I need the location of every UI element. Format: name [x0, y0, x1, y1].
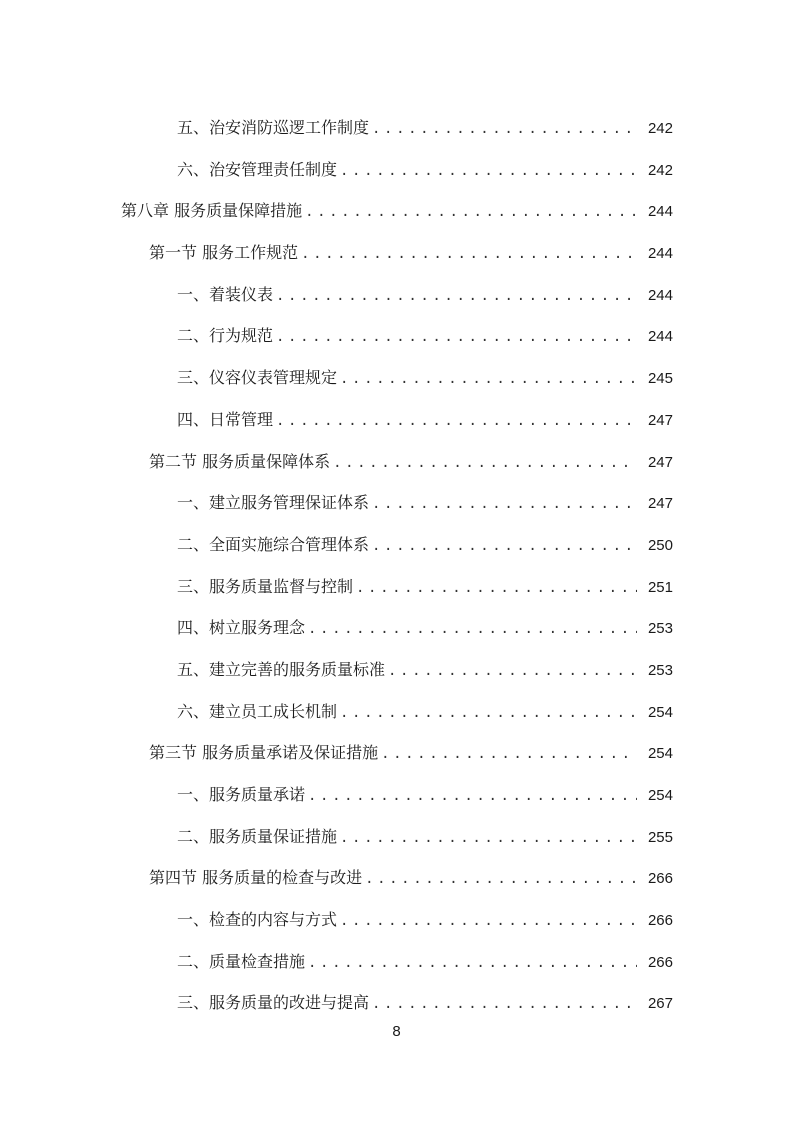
table-of-contents: [0, 107, 793, 1024]
toc-entry[interactable]: [0, 524, 793, 566]
toc-entry-page: 251: [647, 578, 673, 596]
toc-entry-page: 244: [647, 203, 673, 221]
dot-leader: [308, 609, 637, 651]
toc-entry[interactable]: [0, 941, 793, 983]
dot-leader: [381, 734, 637, 776]
toc-entry[interactable]: [0, 899, 793, 941]
toc-entry-page: 254: [647, 787, 673, 804]
toc-entry[interactable]: [0, 691, 793, 733]
toc-entry[interactable]: [0, 107, 793, 149]
dot-leader: [340, 818, 637, 860]
toc-entry[interactable]: [0, 982, 793, 1024]
toc-entry-label: 五、建立完善的服务质量标准: [177, 659, 386, 679]
toc-entry-label: 三、仪容仪表管理规定: [177, 368, 338, 388]
toc-entry-label: 二、质量检查措施: [177, 951, 306, 971]
dot-leader: [276, 317, 637, 359]
toc-entry[interactable]: [0, 774, 793, 816]
dot-leader: [340, 693, 637, 735]
toc-entry-label: 六、建立员工成长机制: [177, 701, 338, 721]
toc-entry[interactable]: [0, 149, 793, 191]
toc-entry-page: 244: [647, 245, 673, 263]
toc-entry[interactable]: [0, 482, 793, 524]
toc-entry-page: 247: [647, 495, 673, 513]
dot-leader: [305, 192, 637, 234]
toc-entry-page: 266: [647, 912, 673, 930]
toc-entry[interactable]: [0, 816, 793, 858]
toc-section-entry[interactable]: [0, 857, 793, 899]
dot-leader: [372, 484, 637, 526]
dot-leader: [276, 276, 637, 318]
toc-entry-page: 267: [647, 995, 673, 1013]
toc-entry-page: 250: [647, 536, 673, 554]
toc-entry-label: 一、服务质量承诺: [177, 785, 306, 804]
toc-entry[interactable]: [0, 399, 793, 441]
dot-leader: [301, 234, 637, 276]
dot-leader: [308, 776, 637, 818]
toc-entry-page: 255: [647, 828, 673, 846]
page-number: 8: [392, 1023, 401, 1040]
toc-entry-page: 254: [647, 703, 673, 721]
toc-entry-label: 三、服务质量的改进与提高: [177, 993, 370, 1013]
toc-entry-label: 三、服务质量监督与控制: [177, 576, 354, 596]
toc-section-entry[interactable]: [0, 232, 793, 274]
dot-leader: [365, 859, 637, 901]
dot-leader: [340, 359, 637, 401]
toc-entry-label: 二、全面实施综合管理体系: [177, 534, 370, 554]
toc-section-entry[interactable]: [0, 732, 793, 774]
toc-entry-page: 266: [647, 870, 673, 888]
toc-entry-page: 242: [647, 120, 673, 137]
toc-entry-label: 一、建立服务管理保证体系: [177, 493, 370, 513]
toc-entry-page: 244: [647, 286, 673, 304]
toc-entry-label: 六、治安管理责任制度: [177, 159, 338, 179]
toc-entry[interactable]: [0, 566, 793, 608]
toc-entry[interactable]: [0, 274, 793, 316]
toc-entry-page: 266: [647, 953, 673, 971]
toc-entry-label: 第八章 服务质量保障措施: [121, 201, 303, 221]
toc-entry-page: 244: [647, 328, 673, 346]
toc-entry-page: 253: [647, 620, 673, 638]
toc-entry-page: 242: [647, 161, 673, 179]
dot-leader: [372, 526, 637, 568]
toc-entry-label: 第二节 服务质量保障体系: [149, 451, 331, 471]
toc-entry-label: 二、服务质量保证措施: [177, 826, 338, 846]
toc-entry-label: 二、行为规范: [177, 326, 274, 346]
toc-entry-page: 247: [647, 411, 673, 429]
dot-leader: [308, 943, 637, 985]
dot-leader: [340, 901, 637, 943]
toc-entry-page: 254: [647, 745, 673, 763]
toc-entry-page: 253: [647, 661, 673, 679]
dot-leader: [276, 401, 637, 443]
toc-entry-label: 四、日常管理: [177, 409, 274, 429]
toc-entry-label: 五、治安消防巡逻工作制度: [177, 118, 370, 137]
toc-entry-label: 第一节 服务工作规范: [149, 243, 299, 263]
toc-entry[interactable]: [0, 357, 793, 399]
toc-entry-label: 第四节 服务质量的检查与改进: [149, 868, 363, 888]
toc-entry-label: 四、树立服务理念: [177, 618, 306, 638]
toc-entry-label: 第三节 服务质量承诺及保证措施: [149, 743, 379, 763]
toc-entry[interactable]: [0, 649, 793, 691]
toc-chapter-entry[interactable]: [0, 190, 793, 232]
dot-leader: [372, 109, 637, 151]
toc-entry-label: 一、着装仪表: [177, 284, 274, 304]
toc-entry-page: 247: [647, 453, 673, 471]
toc-entry[interactable]: [0, 315, 793, 357]
dot-leader: [356, 568, 637, 610]
dot-leader: [388, 651, 637, 693]
toc-entry[interactable]: [0, 607, 793, 649]
dot-leader: [372, 984, 637, 1026]
toc-entry-label: 一、检查的内容与方式: [177, 910, 338, 930]
dot-leader: [340, 151, 637, 193]
dot-leader: [333, 443, 637, 485]
toc-section-entry[interactable]: [0, 441, 793, 483]
toc-entry-page: 245: [647, 370, 673, 388]
